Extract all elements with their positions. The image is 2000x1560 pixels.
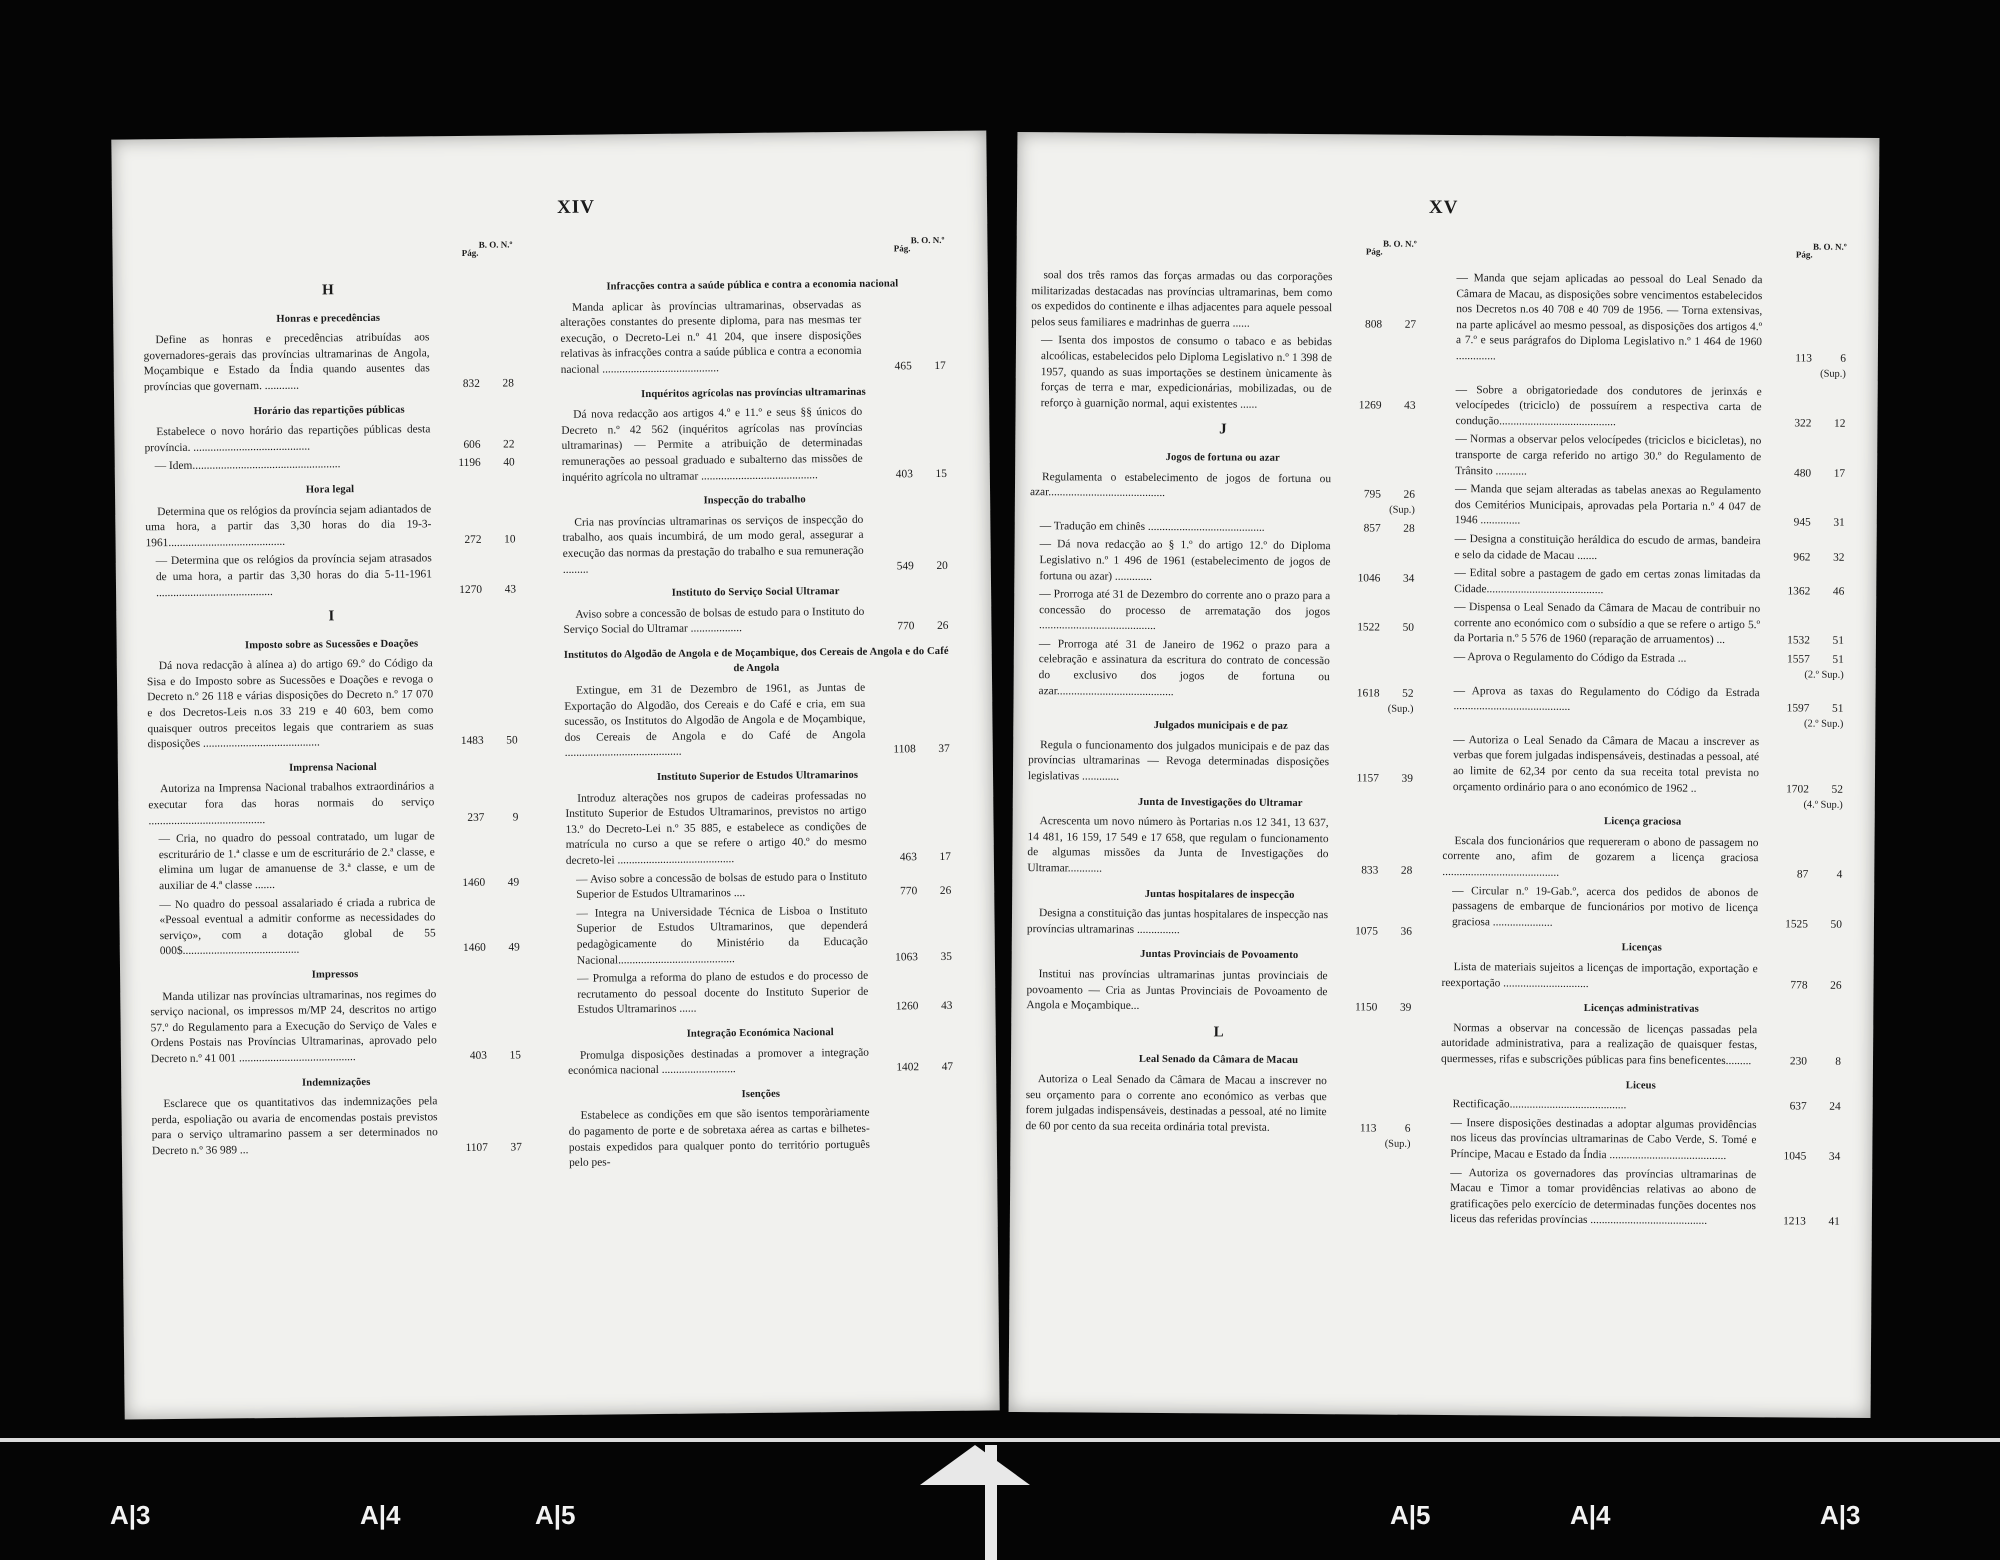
entry-text: Manda aplicar às províncias ultramarinas, observadas as alterações constantes do presente diploma, para nas mesmas ter execução, o Decreto-Lei n.º 41 204, que insere disposições relativas às infracções contra a saúde pública e contra a economia nacional .........................................: [560, 298, 862, 376]
page-ref: 962: [1793, 550, 1811, 564]
bulletin-number: 24: [1829, 1100, 1841, 1113]
page-ref: 770: [900, 885, 918, 898]
page-ref: 1063: [895, 950, 918, 964]
index-entry: [1029, 587, 1414, 636]
page-ref: 1213: [1783, 1215, 1806, 1228]
page-ref: 1108: [893, 743, 916, 756]
index-column: [559, 234, 954, 1175]
film-strip: [0, 1480, 2000, 1560]
supplement-note: (2.º Sup.): [1804, 718, 1844, 731]
page-ref: 770: [897, 620, 915, 633]
index-entry: [1444, 600, 1844, 650]
bulletin-number: 49: [507, 876, 520, 889]
entry-text: Rectificação.........................................: [1452, 1098, 1627, 1112]
page-ref: 1196: [458, 457, 481, 470]
bulletin-number: 26: [1830, 979, 1842, 992]
bulletin-number: 40: [503, 456, 515, 469]
bulletin-number: 49: [508, 941, 520, 954]
page-number: XIV: [556, 196, 596, 218]
bulletin-number: 37: [510, 1141, 522, 1154]
index-entry: [1028, 738, 1413, 787]
index-entry: [568, 1044, 953, 1079]
entry-text: — Determina que os relógios da província sejam atrasados de uma hora, a partir das 3,30 horas do dia 5-11-1961 .........................................: [155, 552, 432, 599]
index-entry: [1442, 834, 1842, 884]
subject-heading: Imprensa Nacional: [288, 761, 377, 774]
right-page: [1009, 132, 1880, 1418]
film-label: A|3: [110, 1500, 151, 1530]
index-entry: [1444, 566, 1844, 600]
entry-text: — Insere disposições destinadas a adoptar algumas providências nos liceus das províncias ultramarinas de Cabo Verde, S. Tomé e Príncipe, Macau e Estado da Índia .........................................: [1450, 1116, 1757, 1162]
index-entry: [146, 551, 516, 602]
page-ref: 480: [1793, 466, 1812, 480]
subject-heading: Infracções contra a saúde pública e contra a economia nacional: [606, 278, 899, 293]
left-page: [111, 130, 999, 1419]
index-entry: [566, 868, 951, 903]
index-entry: [1444, 650, 1844, 681]
entry-text: Dá nova redacção à alínea a) do artigo 69.º do Código da Sisa e do Imposto sobre as Sucessões e Doações e revoga o Decreto n.º 26 118 e várias disposições do Decreto n.º 17 070 e dos Decretos-Leis n.os 33 219 e 40 603, bem como quaisquer outros preceitos legais que contrariem as suas disposições .........................................: [146, 657, 434, 751]
subject-heading: Leal Senado da Câmara de Macau: [1138, 1054, 1299, 1067]
film-label: A|3: [1820, 1500, 1861, 1530]
entry-text: Introduz alterações nos grupos de cadeiras professadas no Instituto Superior de Estudos Ultramarinos, previstos no artigo 13.º do Decreto-Lei n.º 35 885, e estabelece as condições de matrícula no curso a que se refere o artigo 40.º do mesmo decreto-lei .........................................: [565, 789, 867, 867]
bulletin-number: 34: [1828, 1150, 1841, 1163]
column-header: [142, 239, 513, 275]
column-header: [559, 234, 945, 271]
entry-text: soal dos três ramos das forças armadas ou das corporações militarizadas destacadas nas províncias ultramarinas, bem como os expedidos do continente e ilhas adjacentes para aquele pessoal pelos seus familiares e madrinhas de guerra ......: [1031, 269, 1333, 330]
bulletin-number: 39: [1401, 772, 1414, 785]
page-ref: 1522: [1357, 621, 1381, 634]
subject-heading: Isenções: [741, 1088, 781, 1100]
subject-heading: Jogos de fortuna ou azar: [1165, 451, 1280, 464]
entry-text: Lista de materiais sujeitos a licenças de importação, exportação e reexportação ..............................: [1441, 961, 1758, 990]
index-entry: [148, 779, 518, 830]
page-ref: 832: [462, 377, 480, 390]
entry-text: — Circular n.º 19-Gab.º, acerca dos pedidos de abonos de passagens de embarque de funcionários por motivo de licença graciosa .....................: [1451, 884, 1759, 929]
entry-text: Acrescenta um novo número às Portarias n.os 12 341, 13 637, 14 481, 16 159, 17 549 e 17 658, que regulam o funcionamento de algumas missões da Junta de Investigações do Ultramar............: [1027, 815, 1329, 875]
section-letter: H: [321, 282, 334, 299]
page-ref: 808: [1365, 318, 1383, 331]
index-entry: [1443, 684, 1844, 731]
subject-heading: Licença graciosa: [1604, 816, 1682, 828]
entry-text: Designa a constituição das juntas hospitalares de inspecção nas províncias ultramarinas ...............: [1026, 907, 1329, 936]
subject-heading: Licenças: [1621, 942, 1662, 954]
bulletin-number: 31: [1833, 517, 1845, 530]
page-ref: 833: [1361, 864, 1379, 877]
bulletin-number: 17: [939, 850, 951, 863]
index-entry: [1443, 733, 1843, 811]
film-label: A|4: [1570, 1500, 1611, 1530]
subject-heading: Junta de Investigações do Ultramar: [1137, 796, 1303, 809]
entry-text: — Dá nova redacção ao § 1.º do artigo 12.º do Diploma Legislativo n.º 1 496 de 1961 (estabelecimento de jogos de fortuna ou azar) .............: [1039, 538, 1331, 583]
index-entry: [1026, 967, 1411, 1016]
bulletin-number: 28: [502, 377, 514, 390]
bulletin-number: 20: [936, 559, 948, 572]
entry-text: — Autoriza os governadores das províncias ultramarinas de Macau e Timor a tomar providências relativas ao abono de gratificações pelo exercício de determinadas funções docentes nos liceus das referidas províncias .........................................: [1449, 1166, 1757, 1228]
page-ref: 1597: [1786, 702, 1810, 715]
subject-heading: Institutos do Algodão de Angola e de Moçambique, dos Cereais de Angola e do Café de Angola: [563, 645, 949, 675]
subject-heading: Indemnizações: [301, 1076, 371, 1089]
bulletin-number: 50: [1402, 621, 1415, 635]
entry-text: — Aviso sobre a concessão de bolsas de estudo para o Instituto Superior de Estudos Ultramarinos ....: [576, 870, 868, 901]
index-entry: [144, 422, 514, 457]
subject-heading: Juntas hospitalares de inspecção: [1144, 888, 1295, 901]
bulletin-number: 28: [1403, 522, 1415, 535]
page-ref: 237: [467, 811, 485, 824]
entry-text: Extingue, em 31 de Dezembro de 1961, as Juntas de Exportação do Algodão, dos Cereais e do Café e cria, em sua sucessão, os Institutos do Algodão de Angola e de Moçambique, dos Cereais de Angola e do Café de Angola .........................................: [564, 681, 866, 760]
supplement-note: (Sup.): [1384, 1138, 1411, 1150]
index-entry: [145, 456, 515, 475]
film-label: A|5: [1390, 1500, 1431, 1530]
index-entry: [150, 986, 521, 1068]
bo-header: B. O. N.º: [910, 234, 945, 246]
index-entry: [1027, 814, 1412, 879]
subject-heading: Instituto do Serviço Social Ultramar: [671, 586, 840, 599]
bulletin-number: 22: [503, 438, 515, 451]
page-ref: 113: [1359, 1122, 1377, 1135]
subject-heading: Julgados municipais e de paz: [1153, 720, 1288, 733]
entry-text: Cria nas províncias ultramarinas os serviços de inspecção do trabalho, aos quais incumbirá, de um modo geral, assegurar a execução das normas da prestação do trabalho e sua remuneração .........: [562, 513, 864, 576]
index-entry: [1441, 1097, 1841, 1115]
subject-heading: Honras e precedências: [276, 312, 381, 325]
page-ref: 795: [1363, 488, 1381, 501]
index-entry: [560, 296, 946, 378]
page-ref: 857: [1363, 522, 1381, 535]
bo-header: B. O. N.º: [478, 239, 513, 250]
index-entry: [1027, 906, 1412, 940]
index-entry: [149, 894, 520, 960]
index-entry: [1446, 271, 1847, 380]
bulletin-number: 52: [1402, 687, 1414, 700]
entry-text: Dá nova redacção aos artigos 4.º e 11.º e seus §§ únicos do Decreto n.º 42 562 (inquéritos agrícolas nas províncias ultramarinas) — Permite a atribuição de determinadas remunerações ao pessoal graduado e subalterno das missões de inquérito agrícola no ultramar .........................................: [561, 405, 863, 484]
bulletin-number: 43: [1404, 399, 1416, 412]
bulletin-number: 4: [1836, 868, 1843, 881]
bulletin-number: 26: [1403, 488, 1415, 501]
bulletin-number: 15: [509, 1049, 521, 1062]
subject-heading: Juntas Provinciais de Povoamento: [1140, 949, 1299, 962]
bulletin-number: 27: [1404, 318, 1417, 331]
supplement-note: (Sup.): [1387, 703, 1414, 715]
page-ref: 113: [1795, 352, 1812, 365]
entry-text: — Autoriza o Leal Senado da Câmara de Macau a inscrever as verbas que forem julgadas indispensáveis, destinadas a pessoal, até ao limite de 62,34 por cento da sua receita total prevista no orçamento ordinário para o ano económico de 1962 ..: [1452, 733, 1760, 795]
entry-text: Determina que os relógios da província sejam adiantados de uma hora, a partir das 3,30 horas do dia 19-3-1961.........................................: [145, 502, 432, 549]
pag-header: Pág.: [1795, 249, 1813, 260]
index-column: [1440, 241, 1847, 1234]
index-entry: [565, 787, 951, 869]
subject-heading: Licenças administrativas: [1583, 1003, 1699, 1015]
bulletin-number: 52: [1831, 783, 1843, 796]
index-entry: [1025, 1072, 1411, 1150]
page-ref: 637: [1789, 1100, 1807, 1113]
page-ref: 1046: [1357, 571, 1381, 585]
page-ref: 549: [896, 559, 914, 572]
page-ref: 463: [899, 851, 917, 864]
pag-header: Pág.: [893, 243, 911, 254]
supplement-note: (4.º Sup.): [1803, 799, 1843, 811]
entry-text: Estabelece o novo horário das repartições públicas desta província. .........................................: [144, 423, 431, 455]
index-entry: [1445, 482, 1845, 532]
entry-text: — No quadro do pessoal assalariado é criada a rubrica de «Pessoal eventual a admitir conforme as necessidades do serviço», com a dotação global de 55 000$.........................................: [159, 895, 436, 958]
column-header: [1032, 238, 1417, 271]
bulletin-number: 39: [1399, 1001, 1412, 1014]
bulletin-number: 43: [940, 1000, 953, 1013]
index-entry: [566, 903, 952, 969]
entry-text: — Normas a observar pelos velocípedes (triciclos e bicicletas), no transporte de carga referido no artigo 30.º do Regulamento de Trânsito ...........: [1455, 433, 1762, 478]
entry-text: Autoriza na Imprensa Nacional trabalhos extraordinários a executar fora das horas normais do serviço .........................................: [148, 780, 435, 827]
index-entry: [1440, 1116, 1840, 1166]
page-ref: 1362: [1787, 585, 1811, 598]
subject-heading: Imposto sobre as Sucessões e Doações: [244, 638, 419, 651]
subject-heading: Impressos: [311, 969, 359, 981]
bo-header: B. O. N.º: [1812, 241, 1847, 252]
index-entry: [1030, 519, 1415, 537]
column-header: [1447, 241, 1847, 274]
page-ref: 1460: [462, 942, 486, 955]
index-entry: [1029, 470, 1415, 516]
subject-heading: Instituto Superior de Estudos Ultramarinos: [656, 769, 859, 783]
entry-text: Escala dos funcionários que requereram o abono de passagem no corrente ano, afim de gozarem a licença graciosa .........................................: [1442, 834, 1759, 879]
index-entry: [1441, 960, 1841, 994]
index-entry: [563, 604, 948, 639]
page-ref: 945: [1793, 516, 1811, 529]
entry-text: — Promulga a reforma do plano de estudos e do processo de recrutamento do pessoal docente do Instituto Superior de Estudos Ultramarinos ......: [577, 969, 869, 1017]
entry-text: Promulga disposições destinadas a promover a integração económica nacional ..........................: [568, 1046, 869, 1078]
film-notch: [920, 1445, 1030, 1485]
entry-text: Institui nas províncias ultramarinas juntas provinciais de povoamento — Cria as Juntas Provinciais de Povoamento de Angola e Moçambique...: [1026, 968, 1328, 1013]
page-ref: 1702: [1786, 783, 1809, 796]
index-entry: [561, 404, 947, 486]
pag-header: Pág.: [1365, 246, 1383, 257]
supplement-note: (Sup.): [1820, 368, 1846, 380]
page-ref: 778: [1790, 978, 1808, 992]
page-ref: 1075: [1355, 925, 1378, 938]
page-ref: 1402: [896, 1061, 920, 1074]
page-ref: 1270: [459, 583, 483, 596]
page-ref: 1618: [1356, 687, 1380, 700]
page-ref: 1532: [1787, 634, 1810, 648]
film-notch-bar: [985, 1445, 997, 1560]
film-label: A|5: [535, 1500, 576, 1530]
index-entry: [151, 1094, 522, 1160]
index-entry: [1445, 383, 1845, 433]
subject-heading: Inquéritos agrícolas nas províncias ultramarinas: [641, 386, 866, 400]
index-entry: [145, 501, 515, 552]
entry-text: Regula o funcionamento dos julgados municipais e de paz das províncias ultramarinas — Revoga determinadas disposições legislativas .............: [1027, 739, 1330, 783]
entry-text: — Idem....................................................: [154, 458, 341, 473]
page-ref: 1260: [895, 1000, 919, 1013]
index-entry: [564, 680, 950, 762]
subject-heading: Integração Económica Nacional: [686, 1027, 834, 1040]
page-ref: 1525: [1785, 918, 1809, 931]
bulletin-number: 41: [1828, 1215, 1840, 1229]
subject-heading: Horário das repartições públicas: [253, 404, 405, 417]
entry-text: Manda utilizar nas províncias ultramarinas, nos regimes do serviço nacional, os impressos m/MP 24, descritos no artigo 57.º do Regulamento para a Execução do Serviço de Vales e Ordens Postais nas Províncias Ultramarinas, aprovado pelo Decreto n.º 41 001 .........................................: [150, 987, 437, 1066]
bulletin-number: 6: [1404, 1122, 1411, 1135]
entry-text: — Designa a constituição heráldica do escudo de armas, bandeira e selo da cidade de Macau .......: [1454, 532, 1761, 562]
bulletin-number: 17: [934, 359, 946, 372]
entry-text: Estabelece as condições em que são isentos temporàriamente do pagamento de porte e de sobretaxa aérea as cartas e bilhetes-postais expedidos para qualquer ponto do território português pelo pes-: [568, 1107, 870, 1169]
entry-text: — Prorroga até 31 de Dezembro do corrente ano o prazo para a concessão do processo de arrematação dos jogos .........................................: [1038, 588, 1331, 633]
subject-heading: Liceus: [1625, 1079, 1656, 1092]
index-entry: [1029, 537, 1414, 586]
page-ref: 1150: [1354, 1001, 1378, 1014]
supplement-note: (Sup.): [1389, 504, 1415, 516]
index-entry: [149, 829, 520, 895]
page-ref: 1269: [1358, 399, 1382, 412]
bo-header: B. O. N.º: [1382, 238, 1417, 249]
bulletin-number: 35: [940, 950, 952, 963]
film-label: A|4: [360, 1500, 401, 1530]
bulletin-number: 12: [1834, 417, 1846, 430]
index-entry: [569, 1105, 955, 1171]
film-edge: [0, 1438, 2000, 1442]
page-ref: 606: [463, 438, 481, 451]
bulletin-number: 15: [935, 467, 947, 480]
index-entry: [147, 656, 518, 753]
page-number: XV: [1428, 196, 1459, 219]
entry-text: — Tradução em chinês .........................................: [1039, 519, 1265, 534]
entry-text: Autoriza o Leal Senado da Câmara de Macau a inscrever no seu orçamento para o corrente ano económico as verbas que forem julgadas indispensáveis, destinadas a pessoal, até no limite de 60 por cento da sua receita ordinária total prevista.: [1025, 1073, 1327, 1134]
entry-text: — Aprova o Regulamento do Código da Estrada ...: [1453, 651, 1687, 665]
subject-heading: Hora legal: [305, 484, 355, 496]
index-entry: [1440, 1165, 1840, 1230]
index-entry: [1442, 884, 1842, 934]
page-ref: 1107: [465, 1141, 488, 1154]
entry-text: — Cria, no quadro do pessoal contratado, um lugar de escriturário de 1.ª classe e um de escriturário de 2.ª classe, e elimina um lugar de amanuense de 3.ª classe, e um de auxiliar de 4.ª classe .......: [158, 830, 436, 893]
index-entry: [1029, 637, 1414, 715]
page-ref: 87: [1796, 868, 1809, 881]
entry-text: Aviso sobre a concessão de bolsas de estudo para o Instituto do Serviço Social do Ultramar ..................: [563, 605, 865, 637]
entry-text: — Edital sobre a pastagem de gado em certas zonas limitadas da Cidade.........................................: [1454, 567, 1761, 596]
index-entry: [567, 968, 952, 1019]
bulletin-number: 26: [937, 620, 949, 633]
bulletin-number: 10: [504, 533, 516, 546]
bulletin-number: 51: [1832, 702, 1844, 716]
bulletin-number: 9: [512, 811, 519, 824]
index-entry: [1031, 333, 1417, 414]
bulletin-number: 51: [1832, 653, 1844, 666]
page-ref: 1045: [1783, 1150, 1807, 1163]
index-column: [142, 239, 522, 1162]
page-ref: 403: [895, 467, 913, 480]
page-ref: 272: [464, 533, 482, 546]
index-entry: [562, 512, 948, 578]
page-ref: 403: [469, 1049, 487, 1062]
index-entry: [1441, 1021, 1841, 1071]
entry-text: — Prorroga até 31 de Janeiro de 1962 o prazo para a celebração e assinatura da escritura do contrato de concessão do exclusivo dos jogos de fortuna ou azar.........................................: [1038, 638, 1330, 698]
entry-text: Normas a observar na concessão de licenças passadas pela autoridade administrativa, para a realização de quaisquer festas, quermesses, rifas e subscrições públicas para fins beneficentes.........: [1440, 1021, 1758, 1068]
bulletin-number: 37: [938, 743, 950, 756]
page-ref: 322: [1794, 417, 1812, 430]
index-column: [1025, 238, 1417, 1155]
bulletin-number: 50: [1830, 918, 1843, 931]
entry-text: — Aprova as taxas do Regulamento do Código da Estrada .........................................: [1453, 684, 1760, 714]
bulletin-number: 26: [939, 885, 952, 898]
section-letter: I: [328, 608, 335, 625]
bulletin-number: 47: [941, 1060, 954, 1074]
page-ref: 1557: [1786, 653, 1810, 666]
entry-text: — Integra na Universidade Técnica de Lisboa o Instituto Superior de Estudos Ultramarinos, que dependerá pedagògicamente do Ministério da Educação Nacional.........................................: [576, 904, 868, 967]
section-letter: J: [1219, 421, 1227, 438]
index-entry: [1445, 432, 1845, 482]
bulletin-number: 43: [504, 582, 517, 596]
entry-text: — Manda que sejam aplicadas ao pessoal do Leal Senado da Câmara de Macau, as disposições sobre vencimentos estabelecidos nos Decretos n.os 40 708 e 40 709 de 1956. — Torna extensivas, na parte aplicável ao mesmo pessoal, as disposições dos artigos 4.º a 7.º e seus parágrafos do Diploma Legislativo n.º 1 464 de 1960 ..............: [1455, 272, 1763, 363]
page-ref: 230: [1789, 1055, 1808, 1068]
supplement-note: (2.º Sup.): [1804, 669, 1844, 681]
page-ref: 465: [894, 360, 912, 373]
entry-text: — Isenta dos impostos de consumo o tabaco e as bebidas alcoólicas, estabelecidos pelo Diploma Legislativo n.º 1 398 de 1957, quando as suas importações se destinem ùnicamente às forças de terra e mar, expedicionárias, mobilizadas, ou de reforço à guarnição normal, aqui existentes ......: [1040, 334, 1333, 411]
pag-header: Pág.: [461, 247, 479, 258]
bulletin-number: 51: [1832, 635, 1844, 648]
section-letter: L: [1213, 1024, 1224, 1041]
bulletin-number: 8: [1835, 1055, 1842, 1068]
page-ref: 1483: [460, 735, 484, 748]
bulletin-number: 6: [1840, 352, 1846, 365]
bulletin-number: 46: [1832, 585, 1845, 598]
bulletin-number: 36: [1400, 925, 1412, 938]
bulletin-number: 28: [1400, 864, 1413, 877]
entry-text: Define as honras e precedências atribuídas aos governadores-gerais das províncias ultramarinas de Angola, Moçambique e Estado da Índia quando ausentes das províncias que governam. ............: [143, 331, 430, 394]
bulletin-number: 50: [506, 734, 518, 747]
subject-heading: Inspecção do trabalho: [703, 494, 806, 507]
page-ref: 1460: [462, 876, 486, 889]
index-entry: [143, 330, 514, 396]
entry-text: — Sobre a obrigatoriedade dos condutores de jerinxás e velocípedes (triciclo) de possuírem a respectiva carta de condução.........................................: [1455, 383, 1762, 428]
bulletin-number: 34: [1402, 572, 1415, 585]
page-ref: 1157: [1356, 772, 1380, 785]
index-entry: [1444, 532, 1844, 566]
bulletin-number: 17: [1833, 467, 1846, 480]
entry-text: — Dispensa o Leal Senado da Câmara de Macau de contribuir no corrente ano económico com o subsídio a que se refere o artigo 5.º da Portaria n.º 5 576 de 1960 (reparação de arruamentos) ...: [1453, 601, 1761, 647]
index-entry: [1031, 268, 1416, 333]
entry-text: — Manda que sejam alteradas as tabelas anexas ao Regulamento dos Cemitérios Municipais, aprovadas pela Portaria n.º 4 047 de 1946 ..............: [1454, 483, 1762, 527]
entry-text: Regulamenta o estabelecimento de jogos de fortuna ou azar.........................................: [1029, 470, 1332, 500]
bulletin-number: 32: [1833, 551, 1845, 564]
entry-text: Esclarece que os quantitativos das indemnizações pela perda, espoliação ou avaria de encomendas postais previstos para o serviço ultramarino passem a ser determinados no Decreto n.º 36 989 ...: [151, 1095, 438, 1158]
